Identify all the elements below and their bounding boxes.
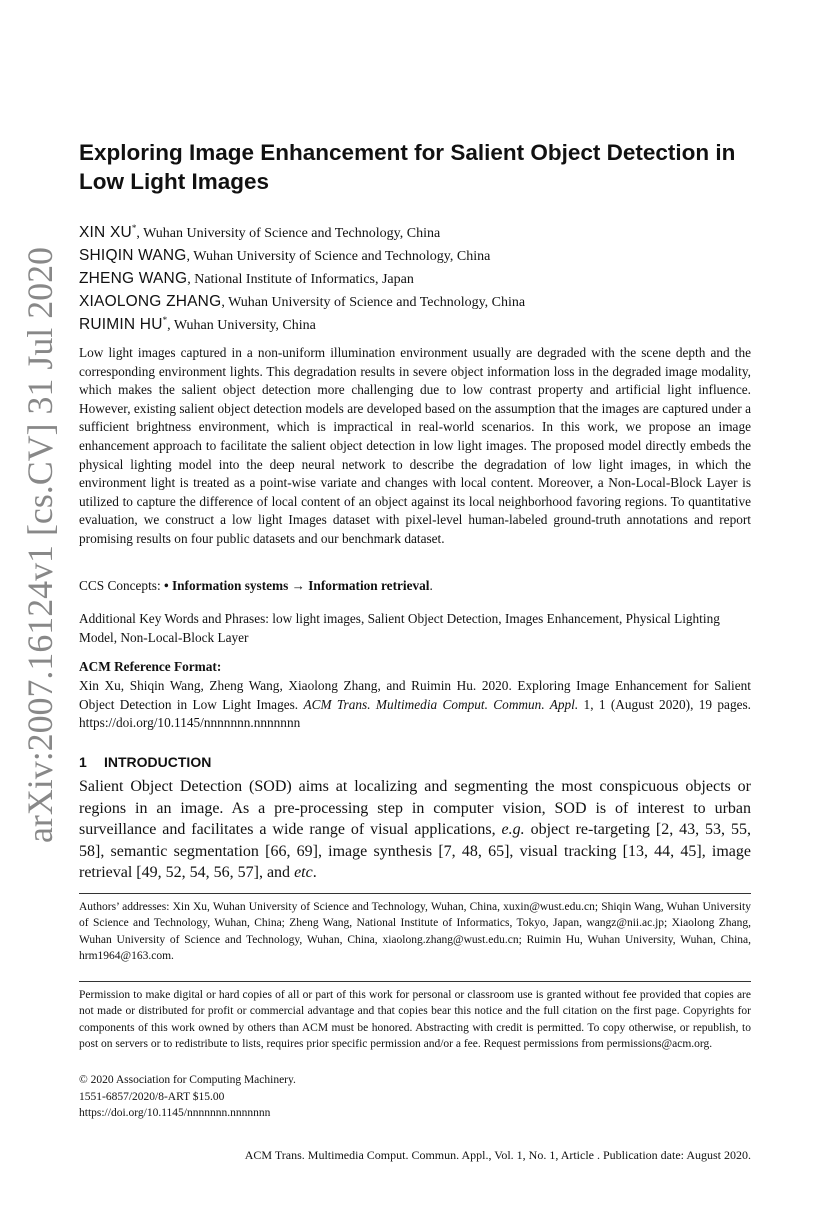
author-affiliation: , Wuhan University of Science and Technology, China	[136, 226, 441, 241]
acm-reference-journal: ACM Trans. Multimedia Comput. Commun. Appl.	[303, 696, 579, 712]
issn-line: 1551-6857/2020/8-ART $15.00	[79, 1091, 225, 1103]
intro-period: .	[312, 864, 317, 881]
arxiv-identifier-stamp	[4, 245, 64, 845]
doi-line: https://doi.org/10.1145/nnnnnnn.nnnnnnn	[79, 1107, 271, 1119]
copyright-line: © 2020 Association for Computing Machinery.	[79, 1074, 296, 1086]
author-name: SHIQIN WANG	[79, 247, 187, 264]
author-name: RUIMIN HU	[79, 316, 163, 333]
author-affiliation: , Wuhan University, China	[167, 318, 316, 333]
author-name: ZHENG WANG	[79, 270, 188, 287]
ccs-concept: Information systems	[171, 578, 289, 593]
ccs-bullet: •	[163, 578, 169, 593]
ccs-subconcept: Information retrieval	[308, 578, 430, 593]
abstract: Low light images captured in a non-uniform illumination environment usually are degraded with the scene depth and the corresponding environment lights. This degradation results in severe object information loss in the degraded image modality, which makes the salient object detection more challenging due to low contrast property and artificial light influence. However, existing salient object detection models are developed based on the assumption that the images are captured under a sufficient brightness environment, which is impractical in real-world scenarios. In this work, we propose an image enhancement approach to facilitate the salient object detection in low light images. The proposed model directly embeds the physical lighting model into the deep neural network to describe the degradation of low light images, in which the environment light is treated as a point-wise variate and changes with local content. Moreover, a Non-Local-Block Layer is utilized to capture the difference of local content of an object against its local neighborhood favoring regions. To quantitative evaluation, we construct a low light Images dataset with pixel-level human-labeled ground-truth annotations and report promising results on four public datasets and our benchmark dataset.	[79, 345, 751, 546]
page-footer: ACM Trans. Multimedia Comput. Commun. Appl., Vol. 1, No. 1, Article . Publication date: August 2020.	[244, 1148, 751, 1162]
intro-text: Salient Object Detection (SOD) aims at localizing and segmenting the most conspicuous objects or regions in an image. As a pre-processing step in computer vision, SOD is of interest to urban surveillance and facilitates a wide range of visual applications,	[79, 778, 751, 838]
corresponding-author-marker: *	[131, 223, 137, 233]
author-entry	[79, 268, 751, 291]
author-entry	[79, 314, 751, 337]
ccs-label: CCS Concepts:	[79, 578, 164, 593]
author-entry	[79, 222, 751, 245]
corresponding-author-marker: *	[162, 315, 168, 325]
arxiv-stamp-svg	[4, 245, 64, 845]
author-name: XIAOLONG ZHANG	[79, 293, 222, 310]
ccs-period: .	[429, 578, 433, 593]
intro-etc: etc	[294, 864, 313, 881]
author-name: XIN XU	[79, 224, 132, 241]
author-affiliation: , Wuhan University of Science and Technology, China	[221, 295, 526, 310]
authors-addresses: Authors’ addresses: Xin Xu, Wuhan University of Science and Technology, Wuhan, China, xuxin@wust.edu.cn; Shiqin Wang, Wuhan University of Science and Technology, Wuhan, China; Zheng Wang, National Institute of Informatics, Tokyo, Japan, wangz@nii.ac.jp; Xiaolong Zhang, Wuhan University of Science and Technology, Wuhan, China, xiaolong.zhang@wust.edu.cn; Ruimin Hu, Wuhan University, Wuhan, China, hrm1964@163.com.	[79, 901, 751, 962]
section-number: 1	[79, 754, 87, 770]
author-entry	[79, 291, 751, 314]
intro-eg: e.g.	[501, 821, 525, 838]
section-heading	[79, 753, 211, 771]
acm-reference-heading: ACM Reference Format:	[79, 659, 222, 674]
author-affiliation: , National Institute of Informatics, Japan	[187, 272, 414, 287]
acm-reference	[79, 677, 751, 733]
paper-title: Exploring Image Enhancement for Salient Object Detection in Low Light Images	[79, 140, 736, 194]
permission-divider	[79, 981, 751, 982]
footnote-divider	[79, 893, 751, 894]
introduction-paragraph	[79, 776, 751, 884]
arxiv-stamp-text: arXiv:2007.16124v1 [cs.CV] 31 Jul 2020	[20, 245, 60, 843]
author-affiliation: , Wuhan University of Science and Technology, China	[186, 249, 491, 264]
section-title: INTRODUCTION	[104, 754, 212, 770]
acm-reference-text: Xin Xu, Shiqin Wang, Zheng Wang, Xiaolong Zhang, and Ruimin Hu. 2020. Exploring Image Enhancement for Salient Object Detection in Low Light Images.	[79, 678, 751, 712]
intro-text: object re-targeting [2, 43, 53, 55, 58], semantic segmentation [66, 69], image synthesis [7, 48, 65], visual tracking [13, 44, 45], image retrieval [49, 52, 54, 56, 57], and	[79, 821, 751, 881]
ccs-concepts	[79, 577, 751, 596]
permission-notice: Permission to make digital or hard copies of all or part of this work for personal or classroom use is granted without fee provided that copies are not made or distributed for profit or commercial advantage and that copies bear this notice and the full citation on the first page. Copyrights for components of this work owned by others than ACM must be honored. Abstracting with credit is permitted. To copy otherwise, or republish, to post on servers or to redistribute to lists, requires prior specific permission and/or a fee. Request permissions from permissions@acm.org.	[79, 989, 751, 1050]
ccs-arrow: →	[291, 578, 305, 593]
author-list	[79, 222, 751, 337]
acm-reference-details: 1, 1 (August 2020), 19 pages. https://doi.org/10.1145/nnnnnnn.nnnnnnn	[79, 696, 751, 731]
author-entry	[79, 245, 751, 268]
keywords: Additional Key Words and Phrases: low light images, Salient Object Detection, Images Enhancement, Physical Lighting Model, Non-Local-Block Layer	[79, 611, 720, 645]
